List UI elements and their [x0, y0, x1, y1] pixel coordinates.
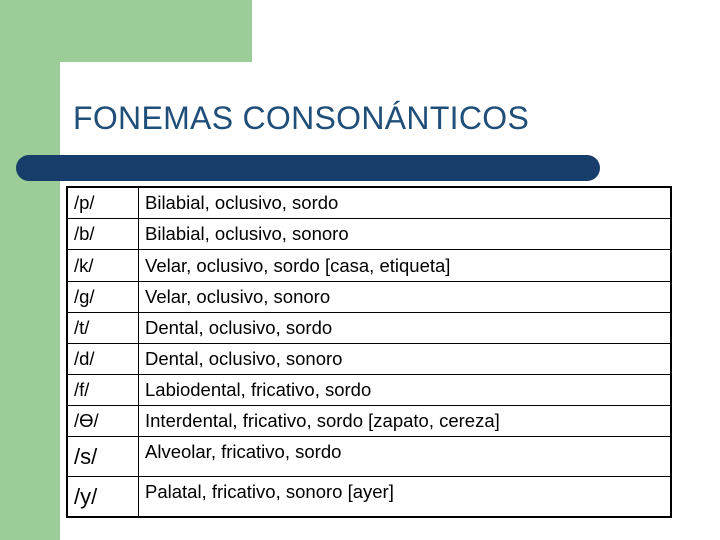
table-row	[67, 375, 671, 406]
phoneme-description: Velar, oclusivo, sonoro	[139, 282, 672, 313]
phoneme-symbol: /d/	[67, 344, 139, 375]
phoneme-description: Velar, oclusivo, sordo [casa, etiqueta]	[139, 250, 672, 282]
table-row	[67, 477, 671, 518]
table-row	[67, 219, 671, 250]
phoneme-symbol: /g/	[67, 282, 139, 313]
phoneme-description: Bilabial, oclusivo, sordo	[139, 187, 672, 219]
phoneme-symbol: /p/	[67, 187, 139, 219]
phoneme-symbol: /Ɵ/	[67, 406, 139, 437]
content-corner	[60, 62, 100, 102]
phoneme-symbol: /b/	[67, 219, 139, 250]
phoneme-table	[66, 186, 672, 518]
phoneme-description: Bilabial, oclusivo, sonoro	[139, 219, 672, 250]
table-row	[67, 250, 671, 282]
table-row	[67, 313, 671, 344]
top-decor-band	[0, 0, 252, 62]
phoneme-symbol: /t/	[67, 313, 139, 344]
phoneme-description: Dental, oclusivo, sordo	[139, 313, 672, 344]
left-decor-band	[0, 0, 60, 540]
phoneme-description: Alveolar, fricativo, sordo	[139, 437, 672, 477]
table-row	[67, 187, 671, 219]
phoneme-description: Dental, oclusivo, sonoro	[139, 344, 672, 375]
phoneme-description: Labiodental, fricativo, sordo	[139, 375, 672, 406]
title-underline-bar	[16, 155, 600, 181]
phoneme-description: Interdental, fricativo, sordo [zapato, cereza]	[139, 406, 672, 437]
table-row	[67, 406, 671, 437]
phoneme-description: Palatal, fricativo, sonoro [ayer]	[139, 477, 672, 518]
table-row	[67, 437, 671, 477]
table-row	[67, 282, 671, 313]
phoneme-symbol: /f/	[67, 375, 139, 406]
phoneme-symbol: /k/	[67, 250, 139, 282]
slide-title: FONEMAS CONSONÁNTICOS	[73, 100, 530, 136]
table-row	[67, 344, 671, 375]
phoneme-symbol: /y/	[67, 477, 139, 518]
phoneme-symbol: /s/	[67, 437, 139, 477]
